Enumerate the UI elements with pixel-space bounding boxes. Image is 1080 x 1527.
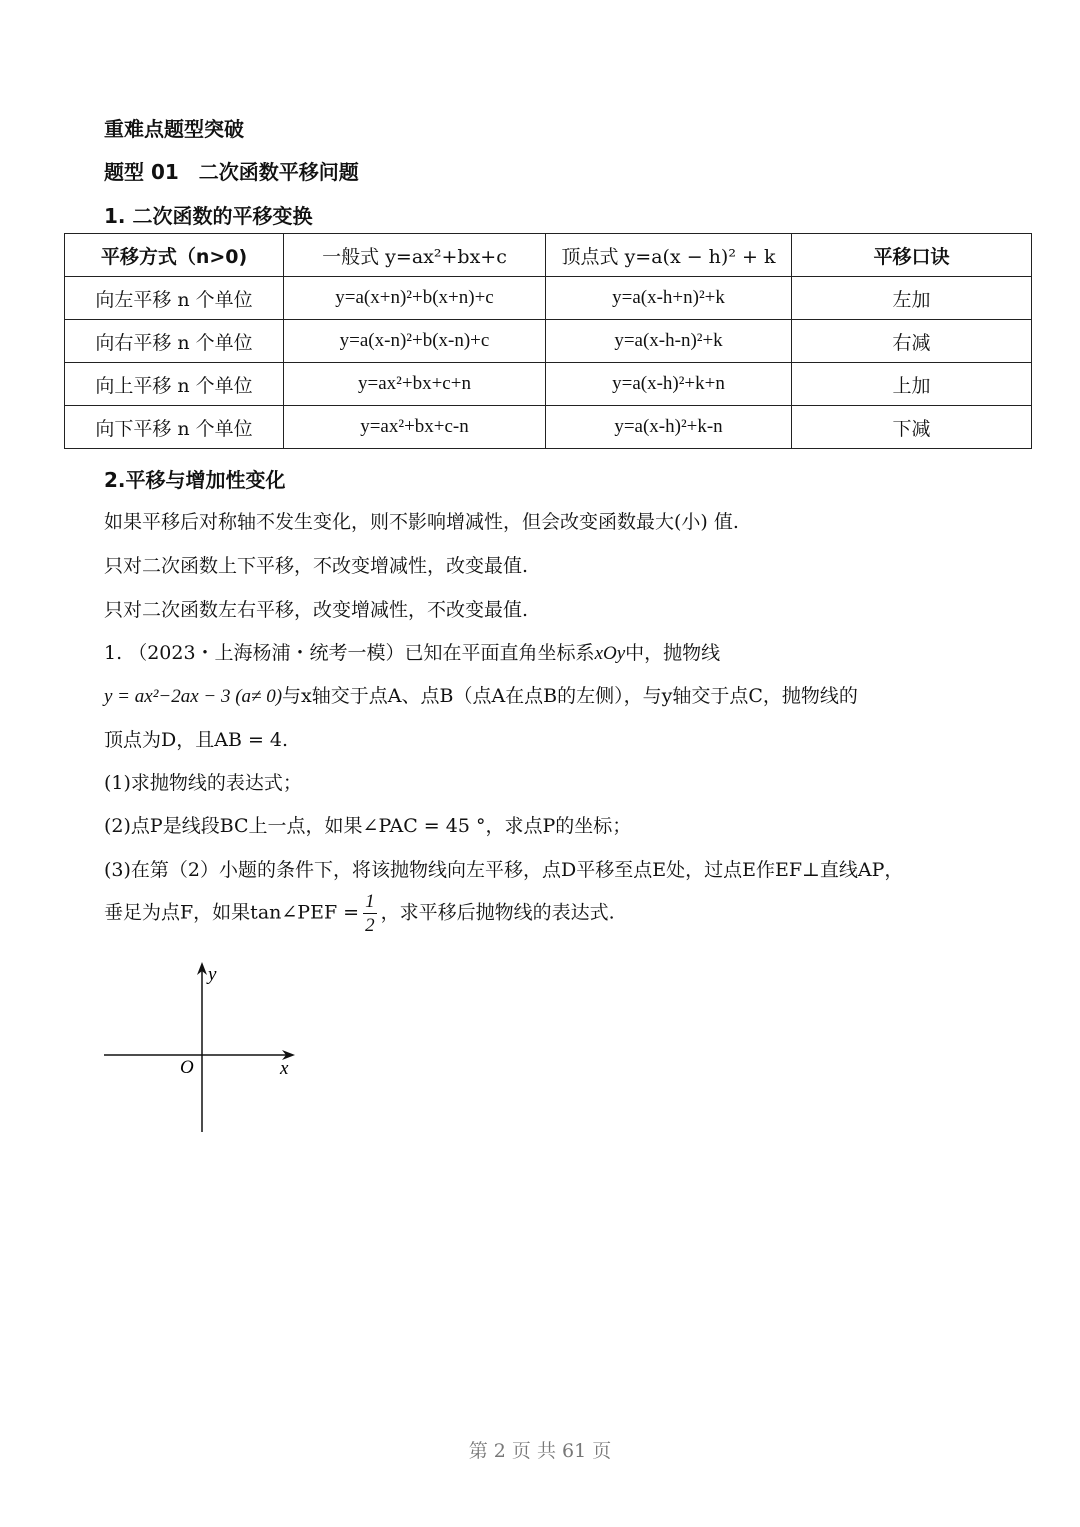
fraction-one-half <box>363 892 377 935</box>
problem-stem: 已知在平面直角坐标系 <box>404 642 595 664</box>
problem-number: 1. <box>104 642 123 664</box>
problem-stem: 中，抛物线 <box>625 642 721 664</box>
fraction-denominator: 2 <box>365 915 375 936</box>
coord-system: xOy <box>594 643 626 664</box>
table-cell: 向上平移 n 个单位 <box>65 363 284 406</box>
problem-part-3: (3)在第（2）小题的条件下，将该抛物线向左平移，点D平移至点E处，过点E作EF⊥直线AP， <box>104 859 904 881</box>
x-axis-label: x <box>280 1058 289 1079</box>
table-header-row <box>65 234 1032 277</box>
y-axis-label: y <box>208 964 217 985</box>
table-cell: y=ax²+bx+c+n <box>284 363 546 406</box>
problem-source: （2023・上海杨浦・统考一模） <box>128 642 405 664</box>
heading: 重难点题型突破 <box>104 117 244 141</box>
table-row <box>65 277 1032 320</box>
table-header: 平移方式（n>0) <box>65 234 284 277</box>
table-cell: y=ax²+bx+c-n <box>284 406 546 449</box>
section2-title: 2.平移与增加性变化 <box>104 468 286 492</box>
parabola-equation: y = ax²−2ax − 3 (a≠ 0) <box>104 686 283 707</box>
table-cell: y=a(x-n)²+b(x-n)+c <box>284 320 546 363</box>
topic-title: 题型 01 二次函数平移问题 <box>104 160 359 184</box>
paragraph: 只对二次函数上下平移，不改变增减性，改变最值. <box>104 555 529 577</box>
table-header: 顶点式 y=a(x − h)² + k <box>546 234 792 277</box>
table-cell: 上加 <box>792 363 1032 406</box>
table-header: 平移口诀 <box>792 234 1032 277</box>
table-cell: y=a(x-h-n)²+k <box>546 320 792 363</box>
table-cell: 右减 <box>792 320 1032 363</box>
table-row <box>65 363 1032 406</box>
problem-part-1: (1)求抛物线的表达式； <box>104 772 302 794</box>
table-cell: 向下平移 n 个单位 <box>65 406 284 449</box>
problem-text: 垂足为点F，如果tan∠PEF = <box>104 901 360 924</box>
page-footer: 第 2 页 共 61 页 <box>468 1440 612 1462</box>
section1-title: 1. 二次函数的平移变换 <box>104 204 313 228</box>
table-cell: y=a(x-h)²+k-n <box>546 406 792 449</box>
table-cell: y=a(x-h+n)²+k <box>546 277 792 320</box>
table-cell: 下减 <box>792 406 1032 449</box>
table-cell: 向右平移 n 个单位 <box>65 320 284 363</box>
table-row <box>65 406 1032 449</box>
table-cell: 左加 <box>792 277 1032 320</box>
origin-label: O <box>180 1057 194 1078</box>
problem-part-2: (2)点P是线段BC上一点，如果∠PAC = 45 °，求点P的坐标； <box>104 815 632 837</box>
problem-stem: 与x轴交于点A、点B（点A在点B的左侧），与y轴交于点C，抛物线的 <box>282 685 858 707</box>
fraction-numerator: 1 <box>365 891 375 912</box>
table-cell: 向左平移 n 个单位 <box>65 277 284 320</box>
problem-part-3-cont <box>104 892 615 935</box>
table-cell: y=a(x+n)²+b(x+n)+c <box>284 277 546 320</box>
table-cell: y=a(x-h)²+k+n <box>546 363 792 406</box>
paragraph: 只对二次函数左右平移，改变增减性，不改变最值. <box>104 599 529 621</box>
problem-line-2 <box>104 681 858 708</box>
table-header: 一般式 y=ax²+bx+c <box>284 234 546 277</box>
coordinate-axes-figure <box>96 958 306 1138</box>
table-row <box>65 320 1032 363</box>
problem-line-3: 顶点为D，且AB = 4. <box>104 729 289 751</box>
paragraph: 如果平移后对称轴不发生变化，则不影响增减性，但会改变函数最大(小) 值. <box>104 511 739 533</box>
problem-text: ，求平移后抛物线的表达式. <box>380 901 615 924</box>
shift-table <box>64 233 1032 449</box>
problem-line-1 <box>104 638 720 665</box>
